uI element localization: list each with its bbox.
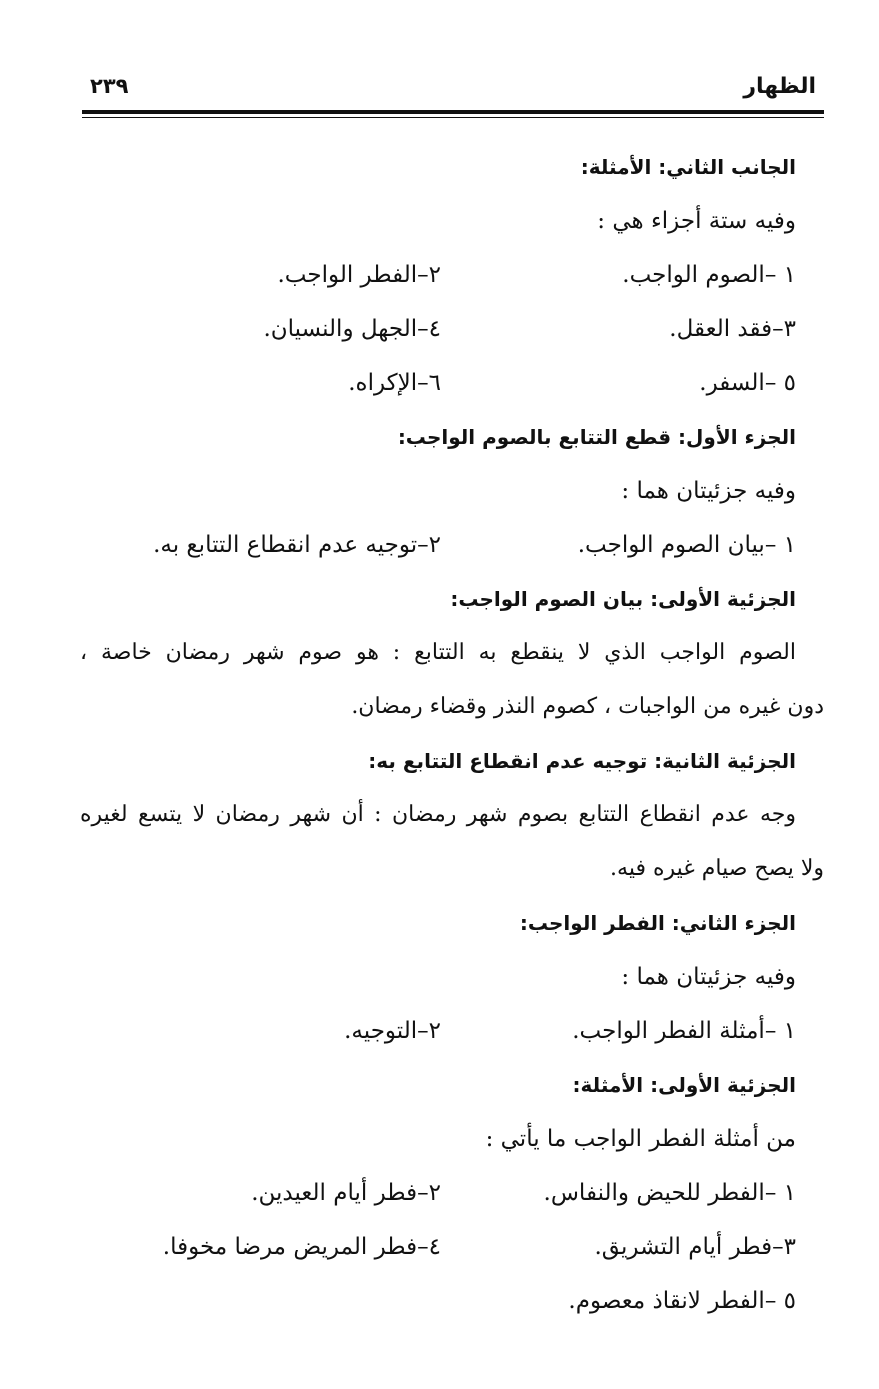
section-heading	[80, 734, 796, 788]
header-rule-thick	[82, 110, 824, 114]
section-heading	[80, 896, 796, 950]
text-line	[80, 464, 796, 518]
two-column-item-row	[80, 302, 796, 356]
list-item: ٥ –السفر.	[699, 370, 796, 396]
list-item: ٢–فطر أيام العيدين.	[251, 1180, 441, 1206]
list-item: ١ –الفطر للحيض والنفاس.	[543, 1180, 796, 1206]
list-item: ١ –الصوم الواجب.	[622, 262, 796, 288]
list-item: ٣–فطر أيام التشريق.	[594, 1234, 796, 1260]
heading-text: الجزء الأول: قطع التتابع بالصوم الواجب:	[397, 425, 796, 449]
line-text: وفيه جزئيتان هما :	[621, 478, 796, 504]
list-item: ٣–فقد العقل.	[669, 316, 796, 342]
text-line	[80, 950, 796, 1004]
page-body	[80, 140, 824, 1328]
list-item: ٢–التوجيه.	[344, 1018, 441, 1044]
paragraph-line: وجه عدم انقطاع التتابع بصوم شهر رمضان : أن شهر رمضان لا يتسع لغيره	[80, 802, 796, 827]
section-heading	[80, 140, 796, 194]
two-column-item-row	[80, 1220, 796, 1274]
line-text: وفيه جزئيتان هما :	[621, 964, 796, 990]
two-column-item-row	[80, 1004, 796, 1058]
two-column-item-row	[80, 1166, 796, 1220]
list-item: ١ –بيان الصوم الواجب.	[577, 532, 796, 558]
paragraph-line-last: ولا يصح صيام غيره فيه.	[610, 856, 824, 881]
two-column-item-row	[80, 248, 796, 302]
list-item: ٤–الجهل والنسيان.	[263, 316, 441, 342]
header-title: الظهار	[743, 74, 816, 99]
list-item: ١ –أمثلة الفطر الواجب.	[572, 1018, 796, 1044]
text-line	[80, 1112, 796, 1166]
heading-text: الجزئية الأولى: بيان الصوم الواجب:	[450, 587, 796, 611]
single-item-row	[80, 1274, 796, 1328]
two-column-item-row	[80, 356, 796, 410]
running-header	[82, 74, 824, 114]
list-item: ٢–توجيه عدم انقطاع التتابع به.	[153, 532, 441, 558]
paragraph-line: الصوم الواجب الذي لا ينقطع به التتابع : هو صوم شهر رمضان خاصة ،	[80, 640, 796, 665]
paragraph-line-last: دون غيره من الواجبات ، كصوم النذر وقضاء رمضان.	[351, 694, 824, 719]
page-number: ٢٣٩	[90, 74, 129, 98]
heading-text: الجزئية الأولى: الأمثلة:	[572, 1073, 796, 1097]
heading-text: الجزئية الثانية: توجيه عدم انقطاع التتابع به:	[368, 749, 796, 773]
list-item: ٤–فطر المريض مرضا مخوفا.	[162, 1234, 441, 1260]
header-rule-thin	[82, 117, 824, 118]
line-text: من أمثلة الفطر الواجب ما يأتي :	[485, 1126, 796, 1152]
list-item: ٢–الفطر الواجب.	[277, 262, 441, 288]
text-line	[80, 194, 796, 248]
list-item: ٦–الإكراه.	[348, 370, 441, 396]
two-column-item-row	[80, 518, 796, 572]
section-heading	[80, 1058, 796, 1112]
heading-text: الجزء الثاني: الفطر الواجب:	[519, 911, 796, 935]
section-heading	[80, 572, 796, 626]
section-heading	[80, 410, 796, 464]
heading-text: الجانب الثاني: الأمثلة:	[580, 155, 796, 179]
line-text: وفيه ستة أجزاء هي :	[597, 208, 796, 234]
list-item: ٥ –الفطر لانقاذ معصوم.	[568, 1288, 796, 1314]
